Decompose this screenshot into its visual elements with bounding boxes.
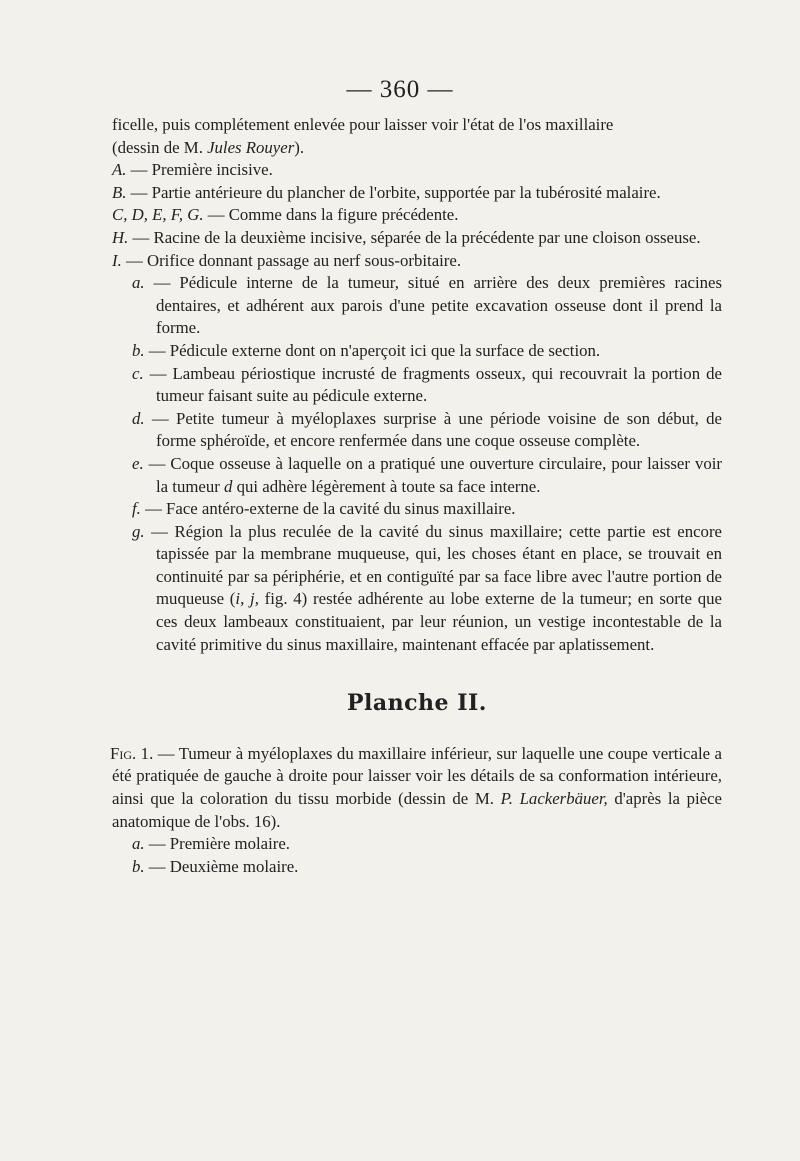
legend-text: — Petite tumeur à myéloplaxes surprise à une période voisine de son début, de forme sphéroïde, et encore renfermée dans une coque osseuse complète. xyxy=(151,408,722,451)
legend-text: — Deuxième molaire. xyxy=(148,856,299,876)
page-number: — 360 — xyxy=(346,76,454,103)
legend-item-a xyxy=(132,272,722,340)
intro-credit-name: Jules Rouyer xyxy=(207,137,295,157)
legend-item-d xyxy=(132,408,722,453)
figure-item-b xyxy=(132,856,722,879)
intro-credit-post: ). xyxy=(294,137,305,157)
legend-text: — Pédicule externe dont on n'aperçoit ici que la surface de section. xyxy=(148,340,601,360)
legend-text: — Comme dans la figure précédente. xyxy=(207,205,459,225)
legend-text: — Pédicule interne de la tumeur, situé en arrière des deux premières racines dentaires, et adhérent aux parois d'une petite excavation osseuse dont il prend la forme. xyxy=(153,273,722,338)
legend-item-i xyxy=(112,250,722,273)
section-heading: Planche II. xyxy=(347,690,487,717)
legend-item-f xyxy=(132,498,722,521)
intro-credit-pre: (dessin de M. xyxy=(112,137,208,157)
legend-label: a. xyxy=(132,834,145,854)
legend-label: c. xyxy=(132,363,144,383)
legend-label: b. xyxy=(132,340,145,360)
legend-label: B. xyxy=(112,182,127,202)
legend-item-cdefg xyxy=(112,204,722,227)
legend-label: a. xyxy=(132,273,145,293)
legend-item-b xyxy=(132,340,722,363)
figure-item-a xyxy=(132,833,722,856)
legend-label: f. xyxy=(132,499,141,519)
legend-ref: d xyxy=(224,476,233,496)
legend-label: d. xyxy=(132,408,145,428)
legend-text: — Région la plus reculée de la cavité du sinus maxillaire; cette partie est encore tapissée par la membrane muqueuse, qui, les choses étant en place, se trouvait en continuité par sa périphérie, et en contiguïté par sa face libre avec l'autre portion de muqueuse ( xyxy=(151,521,722,609)
legend-text: — Première incisive. xyxy=(130,160,273,180)
body-text xyxy=(112,114,722,878)
legend-item-h xyxy=(112,227,722,250)
legend-ref: i, j, xyxy=(235,589,259,609)
legend-text: — Face antéro-externe de la cavité du sinus maxillaire. xyxy=(145,499,516,519)
legend-text: — Racine de la deuxième incisive, séparée de la précédente par une cloison osseuse. xyxy=(132,227,701,247)
figure-credit-name: P. Lackerbäuer, xyxy=(500,789,608,809)
legend-label: g. xyxy=(132,521,145,541)
legend-label: C, D, E, F, G. xyxy=(112,205,204,225)
figure-label: Fig. xyxy=(110,743,137,763)
legend-item-e xyxy=(132,453,722,498)
figure-text: 1. — Tumeur à myéloplaxes du maxillaire inférieur, sur laquelle une coupe verticale a été pratiquée de gauche à droite pour laisser voir les détails de sa conformation intérieure, ainsi que la coloration du tissu morbide (dessin de M. xyxy=(112,743,722,809)
legend-item-g xyxy=(132,521,722,657)
legend-item-b-major xyxy=(112,182,722,205)
figure-text-post: d'après la pièce anatomique de l'obs. 16). xyxy=(112,789,722,831)
legend-text: — Lambeau périostique incrusté de fragments osseux, qui recouvrait la portion de tumeur faisant suite au pédicule externe. xyxy=(149,363,722,406)
legend-label: I. xyxy=(112,250,122,270)
legend-item-c xyxy=(132,363,722,408)
figure-caption xyxy=(112,743,722,833)
legend-text-post: fig. 4) restée adhérente au lobe externe de la tumeur; en sorte que ces deux lambeaux constituaient, par leur réunion, un vestige incontestable de la cavité primitive du sinus maxillaire, maintenant effacée par aplatissement. xyxy=(156,589,723,654)
legend-text: — Coque osseuse à laquelle on a pratiqué une ouverture circulaire, pour laisser voir la tumeur xyxy=(148,453,722,496)
legend-label: b. xyxy=(132,856,145,876)
legend-text-post: qui adhère légèrement à toute sa face interne. xyxy=(232,476,541,496)
legend-text: — Partie antérieure du plancher de l'orbite, supportée par la tubérosité malaire. xyxy=(130,182,661,202)
legend-item-a-major xyxy=(112,159,722,182)
legend-text: — Orifice donnant passage au nerf sous-orbitaire. xyxy=(126,250,462,270)
legend-label: e. xyxy=(132,453,144,473)
legend-label: A. xyxy=(112,160,127,180)
legend-text: — Première molaire. xyxy=(148,834,290,854)
legend-label: H. xyxy=(112,227,129,247)
intro-line: ficelle, puis complétement enlevée pour laisser voir l'état de l'os maxillaire xyxy=(112,115,614,134)
intro-paragraph xyxy=(112,114,722,159)
